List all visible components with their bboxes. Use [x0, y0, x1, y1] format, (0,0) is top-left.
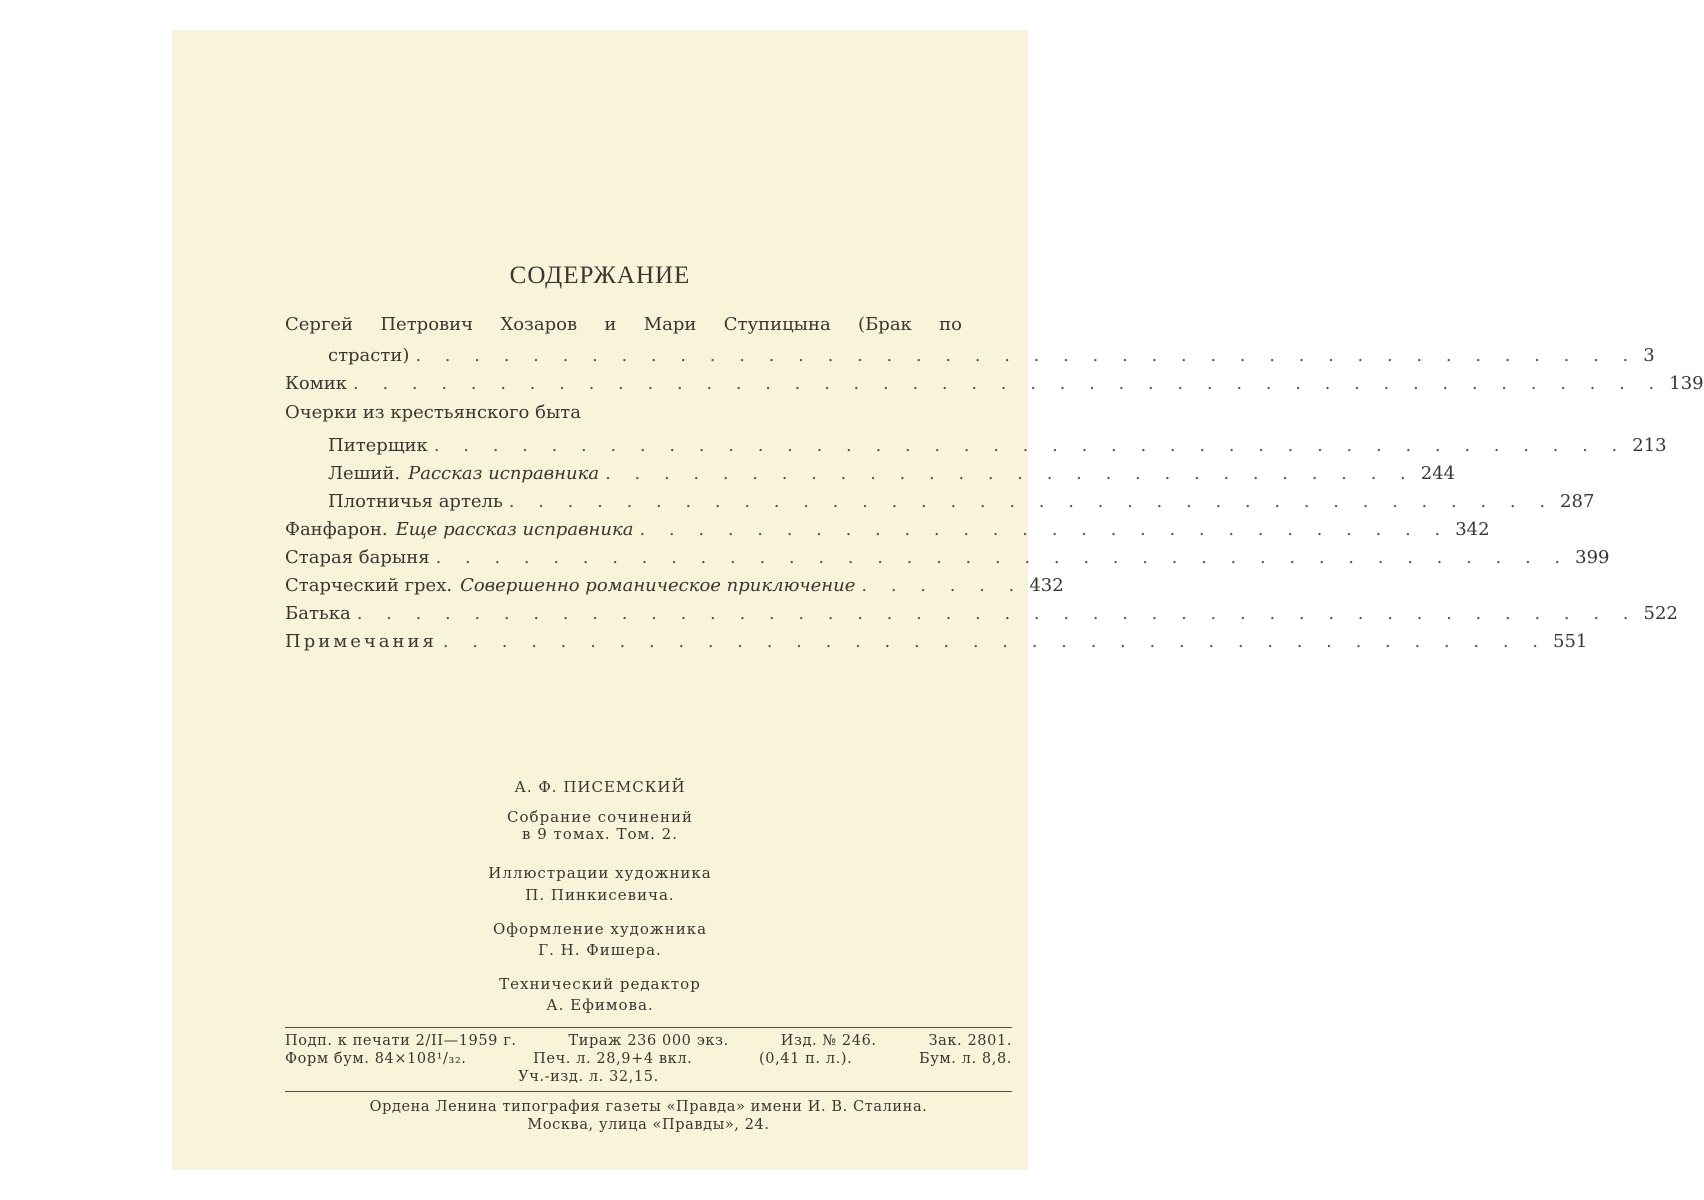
- printer-line1: Ордена Ленина типография газеты «Правда» имени И. В. Сталина.: [369, 1099, 928, 1115]
- colophon-line1: [285, 1032, 1012, 1050]
- colophon-cell: Форм бум. 84×108¹/₃₂.: [285, 1051, 467, 1067]
- page-number: 3: [1643, 345, 1655, 366]
- page-number: 342: [1455, 519, 1490, 540]
- toc-entry-fanfaron[interactable]: [285, 512, 1490, 540]
- imprint-tech-name: А. Ефимова.: [546, 996, 654, 1014]
- imprint-design-name: Г. Н. Фишера.: [538, 941, 662, 959]
- dot-leader: . . . . . .: [861, 575, 1024, 596]
- toc-entry-text: Старая барыня: [285, 547, 430, 568]
- colophon-cell: Подп. к печати 2/II—1959 г.: [285, 1033, 517, 1049]
- toc-entry-starcheskiy-greh[interactable]: [285, 568, 1064, 596]
- colophon-cell: Бум. л. 8,8.: [919, 1051, 1012, 1067]
- page-number: 432: [1029, 575, 1064, 596]
- toc-section-heading: Очерки из крестьянского быта: [285, 402, 581, 423]
- toc-entry-subtitle: Совершенно романическое приключение: [460, 575, 856, 596]
- toc-entry-batka[interactable]: [285, 596, 1678, 624]
- dot-leader: . . . . . . . . . . . . . . . . . . . . . . . . . . . . . . . . . . . . . . . . . .: [415, 345, 1638, 366]
- colophon-bottom-rule: [285, 1091, 1012, 1092]
- word: и: [604, 314, 617, 335]
- toc-entry-leshiy[interactable]: [285, 456, 1456, 484]
- colophon-cell: (0,41 п. л.).: [759, 1051, 853, 1067]
- toc-entry-text: Старческий грех.: [285, 575, 453, 596]
- colophon: [285, 1032, 1012, 1086]
- dot-leader: . . . . . . . . . . . . . . . . . . . . . . . . . . . . . . . . . . . . . . .: [435, 547, 1570, 568]
- toc-entry-text: Питерщик: [328, 435, 428, 456]
- toc-entry-primechaniya[interactable]: [285, 624, 1588, 652]
- colophon-top-rule: [285, 1027, 1012, 1028]
- imprint-design-label: Оформление художника: [492, 920, 708, 938]
- imprint-author: А. Ф. ПИСЕМСКИЙ: [514, 778, 686, 796]
- colophon-cell: Печ. л. 28,9+4 вкл.: [533, 1051, 693, 1067]
- word: Ступицына: [723, 314, 831, 335]
- toc-entry-khozarov[interactable]: [285, 314, 1012, 335]
- toc-entry-plotnichya-artel[interactable]: [285, 484, 1595, 512]
- toc-entry-khozarov-line1: [285, 314, 1012, 335]
- colophon-cell: Изд. № 246.: [780, 1033, 877, 1049]
- word: Сергей: [285, 314, 354, 335]
- word: Петрович: [380, 314, 474, 335]
- toc-entry-text: Комик: [285, 373, 348, 394]
- imprint-tech-label: Технический редактор: [499, 975, 701, 993]
- word: Мари: [643, 314, 697, 335]
- dot-leader: . . . . . . . . . . . . . . . . . . . . . . . . . . . . . . . . . . . . . .: [442, 631, 1547, 652]
- page-number: 399: [1575, 547, 1610, 568]
- word: по: [939, 314, 962, 335]
- toc-entry-text: Плотничья артель: [328, 491, 503, 512]
- colophon-line2: [285, 1050, 1012, 1068]
- page-number: 139: [1669, 373, 1704, 394]
- colophon-line3: Уч.-изд. л. 32,15.: [518, 1069, 659, 1085]
- dot-leader: . . . . . . . . . . . . . . . . . . . . . . . . . . . . . . . . . . . . . . . . . . . . .: [353, 373, 1664, 394]
- page-number: 213: [1632, 435, 1667, 456]
- toc-entry-komik[interactable]: [285, 366, 1704, 394]
- toc-entry-text: Фанфарон.: [285, 519, 388, 540]
- word: Хозаров: [500, 314, 578, 335]
- dot-leader: . . . . . . . . . . . . . . . . . . . . . . . . . . . .: [605, 463, 1415, 484]
- word: (Брак: [858, 314, 912, 335]
- imprint-collection-line1: Собрание сочинений: [507, 808, 693, 826]
- printer-line2: Москва, улица «Правды», 24.: [527, 1117, 770, 1133]
- imprint-illustrations-name: П. Пинкисевича.: [525, 886, 675, 904]
- dot-leader: . . . . . . . . . . . . . . . . . . . . . . . . . . . . . . . . . . . .: [508, 491, 1555, 512]
- dot-leader: . . . . . . . . . . . . . . . . . . . . . . . . . . . .: [639, 519, 1450, 540]
- colophon-cell: Тираж 236 000 экз.: [568, 1033, 729, 1049]
- printer-info: [285, 1098, 1012, 1134]
- toc-entry-text: страсти): [328, 345, 410, 366]
- toc-entry-text: Батька: [285, 603, 351, 624]
- toc-entry-piterschik[interactable]: [285, 428, 1667, 456]
- toc-entry-text: Леший.: [328, 463, 401, 484]
- page-number: 551: [1553, 631, 1588, 652]
- colophon-cell: Зак. 2801.: [928, 1033, 1012, 1049]
- page-number: 522: [1643, 603, 1678, 624]
- dot-leader: . . . . . . . . . . . . . . . . . . . . . . . . . . . . . . . . . . . . . . . . .: [433, 435, 1627, 456]
- toc-entry-subtitle: Рассказ исправника: [408, 463, 600, 484]
- toc-entry-text: Примечания: [285, 631, 437, 652]
- page-number: 287: [1560, 491, 1595, 512]
- dot-leader: . . . . . . . . . . . . . . . . . . . . . . . . . . . . . . . . . . . . . . . . . . . .: [356, 603, 1638, 624]
- page-number: 244: [1420, 463, 1456, 484]
- toc-entry-staraya-barynya[interactable]: [285, 540, 1610, 568]
- imprint-collection-line2: в 9 томах. Том. 2.: [521, 825, 678, 843]
- toc-entry-khozarov-line2: [285, 338, 1655, 366]
- toc-entry-subtitle: Еще рассказ исправника: [395, 519, 634, 540]
- book-page: [172, 30, 1704, 1170]
- toc-title: СОДЕРЖАНИЕ: [509, 262, 691, 289]
- imprint-illustrations-label: Иллюстрации художника: [488, 864, 712, 882]
